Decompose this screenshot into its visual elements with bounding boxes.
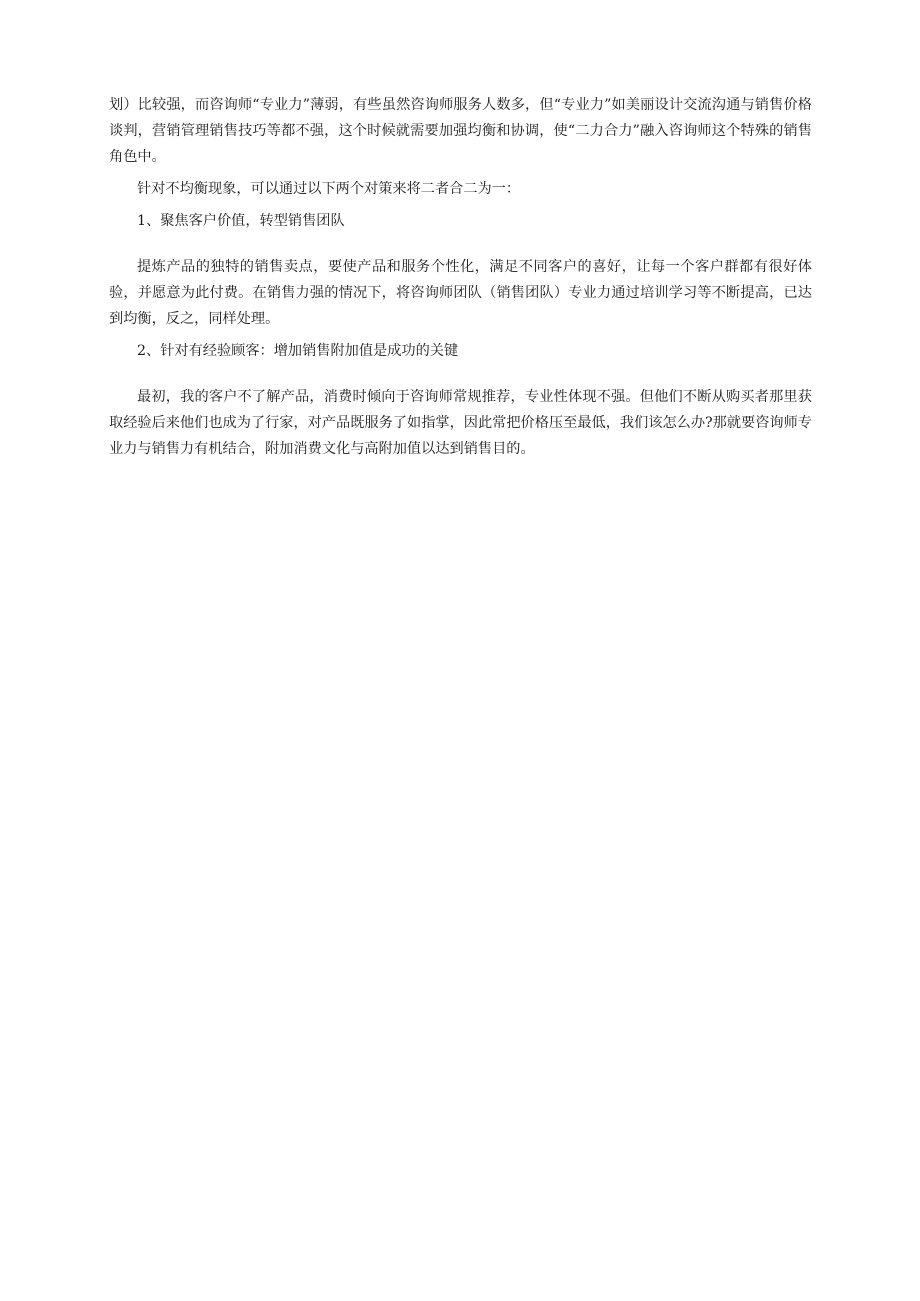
heading-strategy-1: 1、聚焦客户价值，转型销售团队 (137, 213, 345, 229)
heading-strategy-2: 2、针对有经验顾客：增加销售附加值是成功的关键 (137, 343, 459, 359)
paragraph-continuation: 划）比较强，而咨询师“专业力”薄弱，有些虽然咨询师服务人数多，但“专业力”如美丽设计交流沟通与销售价格谈判，营销管理销售技巧等都不强，这个时候就需要加强均衡和协调，使“二力合力”融入咨询师这个特殊的销售角色中。 (109, 97, 812, 165)
paragraph-strategy-2: 最初，我的客户不了解产品，消费时倾向于咨询师常规推荐，专业性体现不强。但他们不断从购买者那里获取经验后来他们也成为了行家，对产品既服务了如指掌，因此常把价格压至最低，我们该怎么办?那就要咨询师专业力与销售力有机结合，附加消费文化与高附加值以达到销售目的。 (109, 389, 812, 457)
paragraph-strategy-1: 提炼产品的独特的销售卖点，要使产品和服务个性化，满足不同客户的喜好，让每一个客户群都有很好体验，并愿意为此付费。在销售力强的情况下，将咨询师团队（销售团队）专业力通过培训学习等不断提高，已达到均衡，反之，同样处理。 (109, 259, 812, 327)
paragraph-intro-strategies: 针对不均衡现象，可以通过以下两个对策来将二者合二为一： (137, 181, 521, 197)
document-body (109, 92, 812, 462)
